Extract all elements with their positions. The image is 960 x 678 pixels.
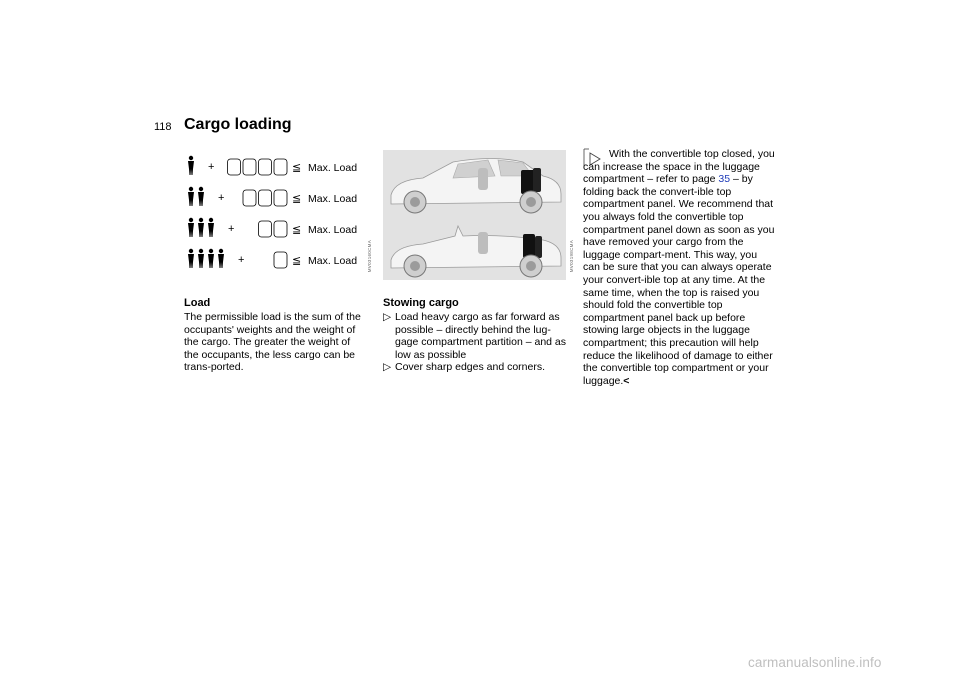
max-load-label: Max. Load <box>308 255 358 267</box>
bag-icon <box>274 221 287 237</box>
bag-icon <box>243 159 256 175</box>
load-heading: Load <box>184 297 211 309</box>
bag-icon <box>259 221 272 237</box>
page-link[interactable]: 35 <box>718 173 731 186</box>
max-load-label: Max. Load <box>308 193 358 205</box>
plus-sign: + <box>228 223 235 235</box>
person-icon <box>188 249 194 268</box>
note-paragraph: With the convertible top closed, you can increase the space in the luggage compartment – refer to page 35 – by folding back the convert-ible top compartment panel. We recommend that you always fold the convertible top compartment panel down as soon as you have removed your cargo from the luggage compart-ment. This way, you can be sure that you can always operate your convert-ible top at any time. At the same time, when the top is raised you should fold the convertible top compartment panel back up before stowing large objects in the luggage compartment; this precaution will help reduce the likelihood of damage to either the convertible top compartment or your luggage.< <box>583 148 775 387</box>
plus-sign: + <box>218 192 225 204</box>
load-row <box>188 187 357 206</box>
end-mark-icon: < <box>623 374 630 387</box>
max-load-label: Max. Load <box>308 162 358 174</box>
load-figure-caption: MV03160CMA <box>367 240 372 273</box>
person-icon <box>208 249 214 268</box>
plus-sign: + <box>238 254 245 266</box>
page-number: 118 <box>154 121 172 133</box>
bullet-arrow-icon: ▷ <box>383 361 392 374</box>
person-icon <box>208 218 214 237</box>
bag-icon <box>274 159 287 175</box>
load-row <box>188 218 357 237</box>
stowing-heading: Stowing cargo <box>383 297 459 309</box>
person-icon <box>198 187 204 206</box>
list-item: ▷ Cover sharp edges and corners. <box>383 361 545 374</box>
load-paragraph: The permissible load is the sum of the occupants' weights and the weight of the cargo. The greater the weight of the occupants, the less cargo can be trans-ported. <box>184 311 361 374</box>
page-title: Cargo loading <box>184 116 292 133</box>
less-equal-sign: ≦ <box>292 161 302 174</box>
bullet-arrow-icon: ▷ <box>383 311 392 323</box>
less-equal-sign: ≦ <box>292 223 302 236</box>
bag-icon <box>274 252 287 268</box>
person-icon <box>198 249 204 268</box>
max-load-label: Max. Load <box>308 224 358 236</box>
person-icon <box>198 218 204 237</box>
load-row <box>188 156 357 175</box>
bag-icon <box>259 190 272 206</box>
load-row <box>188 249 357 268</box>
person-icon <box>188 218 194 237</box>
watermark: carmanualsonline.info <box>748 655 882 670</box>
bag-icon <box>243 190 256 206</box>
person-icon <box>188 187 194 206</box>
stowing-list <box>383 311 568 374</box>
cars-figure-caption: MV03198CMA <box>569 240 574 273</box>
less-equal-sign: ≦ <box>292 192 302 205</box>
bag-icon <box>228 159 241 175</box>
plus-sign: + <box>208 161 215 173</box>
person-icon <box>218 249 224 268</box>
list-item: ▷ Load heavy cargo as far forward as possible – directly behind the lug-gage compartment partition – and as low as possible <box>383 311 567 361</box>
person-icon <box>188 156 194 175</box>
convertible-cargo-illustration <box>383 150 566 280</box>
less-equal-sign: ≦ <box>292 254 302 267</box>
bag-icon <box>259 159 272 175</box>
bag-icon <box>274 190 287 206</box>
load-diagram <box>184 149 364 279</box>
